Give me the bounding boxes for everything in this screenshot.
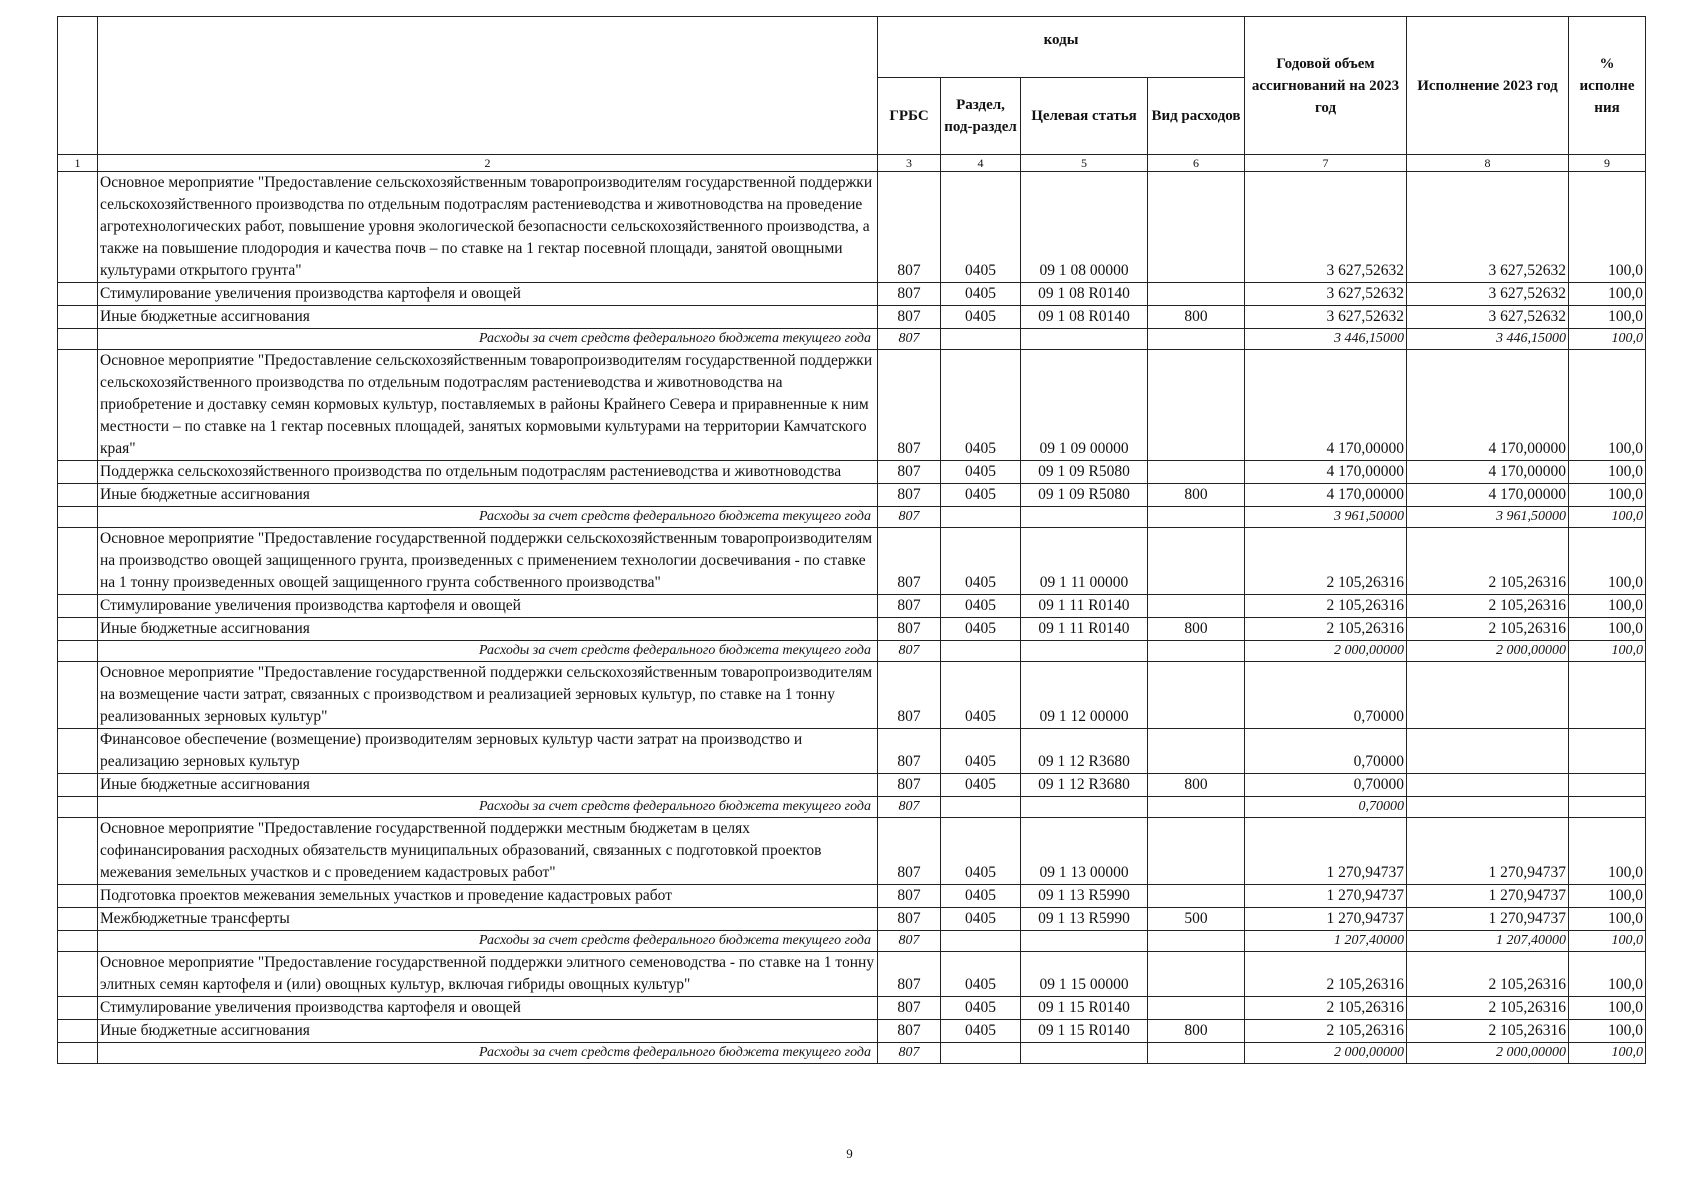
percent-value: 100,0	[1569, 952, 1646, 997]
grbs-code: 807	[878, 484, 941, 507]
column-number: 9	[1569, 155, 1646, 172]
expense-type-code	[1148, 797, 1245, 818]
target-article-code: 09 1 15 00000	[1021, 952, 1148, 997]
annual-allocation-value: 1 270,94737	[1245, 885, 1407, 908]
row-name: Расходы за счет средств федерального бюджета текущего года	[98, 1043, 878, 1064]
table-body	[58, 172, 1646, 1064]
expense-type-code	[1148, 1043, 1245, 1064]
execution-value: 1 207,40000	[1407, 931, 1569, 952]
grbs-code: 807	[878, 528, 941, 595]
razdel-code	[941, 797, 1021, 818]
execution-value	[1407, 774, 1569, 797]
grbs-code: 807	[878, 641, 941, 662]
annual-allocation-value: 3 627,52632	[1245, 172, 1407, 283]
target-article-code	[1021, 507, 1148, 528]
razdel-code: 0405	[941, 172, 1021, 283]
column-number: 7	[1245, 155, 1407, 172]
annual-allocation-value: 2 105,26316	[1245, 618, 1407, 641]
row-index-cell	[58, 641, 98, 662]
annual-allocation-value: 2 105,26316	[1245, 528, 1407, 595]
row-name: Стимулирование увеличения производства картофеля и овощей	[98, 283, 878, 306]
expense-type-code	[1148, 641, 1245, 662]
row-name: Расходы за счет средств федерального бюджета текущего года	[98, 931, 878, 952]
grbs-code: 807	[878, 172, 941, 283]
row-index-cell	[58, 818, 98, 885]
row-index-cell	[58, 1043, 98, 1064]
razdel-code: 0405	[941, 952, 1021, 997]
expense-type-code	[1148, 931, 1245, 952]
header-expense-type: Вид расходов	[1148, 78, 1245, 155]
grbs-code: 807	[878, 350, 941, 461]
expense-type-code	[1148, 283, 1245, 306]
column-number: 4	[941, 155, 1021, 172]
grbs-code: 807	[878, 885, 941, 908]
percent-value	[1569, 797, 1646, 818]
percent-value: 100,0	[1569, 818, 1646, 885]
percent-value	[1569, 774, 1646, 797]
percent-value: 100,0	[1569, 908, 1646, 931]
grbs-code: 807	[878, 1043, 941, 1064]
razdel-code: 0405	[941, 997, 1021, 1020]
header-empty-1	[58, 17, 98, 155]
annual-allocation-value: 2 000,00000	[1245, 1043, 1407, 1064]
annual-allocation-value: 2 105,26316	[1245, 595, 1407, 618]
federal-budget-row	[58, 507, 1646, 528]
row-index-cell	[58, 662, 98, 729]
razdel-code: 0405	[941, 595, 1021, 618]
header-codes: коды	[878, 17, 1245, 78]
row-index-cell	[58, 528, 98, 595]
row-name: Подготовка проектов межевания земельных участков и проведение кадастровых работ	[98, 885, 878, 908]
row-index-cell	[58, 306, 98, 329]
target-article-code: 09 1 08 R0140	[1021, 306, 1148, 329]
grbs-code: 807	[878, 329, 941, 350]
federal-budget-row	[58, 931, 1646, 952]
grbs-code: 807	[878, 797, 941, 818]
row-index-cell	[58, 797, 98, 818]
expense-type-code: 500	[1148, 908, 1245, 931]
row-name: Иные бюджетные ассигнования	[98, 1020, 878, 1043]
target-article-code: 09 1 08 00000	[1021, 172, 1148, 283]
row-index-cell	[58, 283, 98, 306]
row-index-cell	[58, 774, 98, 797]
row-name: Межбюджетные трансферты	[98, 908, 878, 931]
execution-value: 2 105,26316	[1407, 952, 1569, 997]
expense-type-code	[1148, 952, 1245, 997]
grbs-code: 807	[878, 283, 941, 306]
percent-value: 100,0	[1569, 885, 1646, 908]
table-row	[58, 774, 1646, 797]
execution-value: 4 170,00000	[1407, 484, 1569, 507]
table-row	[58, 595, 1646, 618]
grbs-code: 807	[878, 774, 941, 797]
execution-value: 2 105,26316	[1407, 618, 1569, 641]
percent-value: 100,0	[1569, 618, 1646, 641]
expense-type-code	[1148, 885, 1245, 908]
table-row	[58, 461, 1646, 484]
header-grbs: ГРБС	[878, 78, 941, 155]
percent-value	[1569, 662, 1646, 729]
razdel-code: 0405	[941, 484, 1021, 507]
execution-value: 3 961,50000	[1407, 507, 1569, 528]
target-article-code: 09 1 09 R5080	[1021, 484, 1148, 507]
execution-value: 3 627,52632	[1407, 306, 1569, 329]
execution-value: 3 627,52632	[1407, 283, 1569, 306]
column-number-row	[58, 155, 1646, 172]
row-name: Расходы за счет средств федерального бюджета текущего года	[98, 329, 878, 350]
expense-type-code	[1148, 997, 1245, 1020]
header-empty-2	[98, 17, 878, 155]
percent-value: 100,0	[1569, 350, 1646, 461]
execution-value: 3 627,52632	[1407, 172, 1569, 283]
header-razdel: Раздел, под-раздел	[941, 78, 1021, 155]
execution-value: 2 105,26316	[1407, 1020, 1569, 1043]
annual-allocation-value: 0,70000	[1245, 797, 1407, 818]
column-number: 2	[98, 155, 878, 172]
razdel-code: 0405	[941, 908, 1021, 931]
expense-type-code: 800	[1148, 774, 1245, 797]
row-name: Стимулирование увеличения производства картофеля и овощей	[98, 595, 878, 618]
table-header	[58, 17, 1646, 172]
table-row	[58, 729, 1646, 774]
annual-allocation-value: 0,70000	[1245, 729, 1407, 774]
row-index-cell	[58, 729, 98, 774]
expense-type-code	[1148, 595, 1245, 618]
table-row	[58, 618, 1646, 641]
target-article-code: 09 1 12 R3680	[1021, 729, 1148, 774]
row-name: Расходы за счет средств федерального бюджета текущего года	[98, 507, 878, 528]
row-index-cell	[58, 484, 98, 507]
target-article-code: 09 1 09 R5080	[1021, 461, 1148, 484]
razdel-code: 0405	[941, 461, 1021, 484]
razdel-code: 0405	[941, 818, 1021, 885]
execution-value: 2 105,26316	[1407, 997, 1569, 1020]
execution-value: 1 270,94737	[1407, 885, 1569, 908]
execution-value: 2 105,26316	[1407, 528, 1569, 595]
row-name: Иные бюджетные ассигнования	[98, 484, 878, 507]
razdel-code: 0405	[941, 528, 1021, 595]
execution-value: 2 000,00000	[1407, 641, 1569, 662]
table-row	[58, 306, 1646, 329]
expense-type-code	[1148, 662, 1245, 729]
grbs-code: 807	[878, 461, 941, 484]
federal-budget-row	[58, 329, 1646, 350]
annual-allocation-value: 3 627,52632	[1245, 306, 1407, 329]
expense-type-code: 800	[1148, 1020, 1245, 1043]
razdel-code	[941, 931, 1021, 952]
row-name: Стимулирование увеличения производства картофеля и овощей	[98, 997, 878, 1020]
grbs-code: 807	[878, 595, 941, 618]
row-name: Иные бюджетные ассигнования	[98, 306, 878, 329]
table-row	[58, 484, 1646, 507]
execution-value: 1 270,94737	[1407, 818, 1569, 885]
target-article-code: 09 1 08 R0140	[1021, 283, 1148, 306]
target-article-code: 09 1 13 R5990	[1021, 908, 1148, 931]
row-index-cell	[58, 350, 98, 461]
grbs-code: 807	[878, 931, 941, 952]
expense-type-code	[1148, 729, 1245, 774]
razdel-code: 0405	[941, 885, 1021, 908]
column-number: 8	[1407, 155, 1569, 172]
target-article-code: 09 1 09 00000	[1021, 350, 1148, 461]
header-percent: % исполне ния	[1569, 17, 1646, 155]
main-activity-row	[58, 662, 1646, 729]
target-article-code: 09 1 15 R0140	[1021, 1020, 1148, 1043]
annual-allocation-value: 4 170,00000	[1245, 484, 1407, 507]
expense-type-code	[1148, 350, 1245, 461]
razdel-code	[941, 1043, 1021, 1064]
percent-value: 100,0	[1569, 507, 1646, 528]
expense-type-code	[1148, 818, 1245, 885]
row-index-cell	[58, 997, 98, 1020]
main-activity-row	[58, 952, 1646, 997]
percent-value: 100,0	[1569, 484, 1646, 507]
column-number: 1	[58, 155, 98, 172]
row-index-cell	[58, 885, 98, 908]
percent-value: 100,0	[1569, 172, 1646, 283]
annual-allocation-value: 3 627,52632	[1245, 283, 1407, 306]
grbs-code: 807	[878, 818, 941, 885]
row-index-cell	[58, 908, 98, 931]
expense-type-code	[1148, 461, 1245, 484]
target-article-code: 09 1 11 R0140	[1021, 595, 1148, 618]
execution-value: 4 170,00000	[1407, 461, 1569, 484]
annual-allocation-value: 2 105,26316	[1245, 1020, 1407, 1043]
percent-value: 100,0	[1569, 1043, 1646, 1064]
annual-allocation-value: 0,70000	[1245, 662, 1407, 729]
target-article-code: 09 1 15 R0140	[1021, 997, 1148, 1020]
percent-value: 100,0	[1569, 329, 1646, 350]
row-name: Финансовое обеспечение (возмещение) производителям зерновых культур части затрат на производство и реализацию зерновых культур	[98, 729, 878, 774]
row-name: Расходы за счет средств федерального бюджета текущего года	[98, 797, 878, 818]
annual-allocation-value: 3 446,15000	[1245, 329, 1407, 350]
row-name: Основное мероприятие "Предоставление сельскохозяйственным товаропроизводителям государственной поддержки сельскохозяйственного производства по отдельным подотраслям растениеводства и животноводства на проведение агротехнологических работ, повышение уровня экологической безопасности сельскохозяйственного производства, а также на повышение плодородия и качества почв – по ставке на 1 гектар посевной площади, занятой овощными культурами открытого грунта"	[98, 172, 878, 283]
execution-value: 4 170,00000	[1407, 350, 1569, 461]
grbs-code: 807	[878, 952, 941, 997]
federal-budget-row	[58, 1043, 1646, 1064]
razdel-code: 0405	[941, 350, 1021, 461]
expense-type-code	[1148, 528, 1245, 595]
percent-value: 100,0	[1569, 306, 1646, 329]
razdel-code: 0405	[941, 662, 1021, 729]
grbs-code: 807	[878, 997, 941, 1020]
annual-allocation-value: 0,70000	[1245, 774, 1407, 797]
grbs-code: 807	[878, 618, 941, 641]
target-article-code: 09 1 12 00000	[1021, 662, 1148, 729]
grbs-code: 807	[878, 662, 941, 729]
row-name: Поддержка сельскохозяйственного производства по отдельным подотраслям растениеводства и животноводства	[98, 461, 878, 484]
row-name: Расходы за счет средств федерального бюджета текущего года	[98, 641, 878, 662]
row-index-cell	[58, 618, 98, 641]
expense-type-code: 800	[1148, 618, 1245, 641]
row-index-cell	[58, 595, 98, 618]
annual-allocation-value: 1 270,94737	[1245, 818, 1407, 885]
execution-value	[1407, 729, 1569, 774]
target-article-code: 09 1 12 R3680	[1021, 774, 1148, 797]
table-row	[58, 1020, 1646, 1043]
page-number: 9	[846, 1146, 853, 1161]
annual-allocation-value: 4 170,00000	[1245, 461, 1407, 484]
federal-budget-row	[58, 641, 1646, 662]
annual-allocation-value: 2 105,26316	[1245, 997, 1407, 1020]
expense-type-code	[1148, 507, 1245, 528]
execution-value: 1 270,94737	[1407, 908, 1569, 931]
execution-value: 2 105,26316	[1407, 595, 1569, 618]
row-index-cell	[58, 172, 98, 283]
main-activity-row	[58, 172, 1646, 283]
row-name: Основное мероприятие "Предоставление государственной поддержки сельскохозяйственным товаропроизводителям на возмещение части затрат, связанных с производством и реализацией зерновых культур, по ставке на 1 тонну реализованных зерновых культур"	[98, 662, 878, 729]
annual-allocation-value: 1 207,40000	[1245, 931, 1407, 952]
header-execution: Исполнение 2023 год	[1407, 17, 1569, 155]
grbs-code: 807	[878, 507, 941, 528]
grbs-code: 807	[878, 1020, 941, 1043]
razdel-code: 0405	[941, 729, 1021, 774]
execution-value: 3 446,15000	[1407, 329, 1569, 350]
execution-value	[1407, 662, 1569, 729]
grbs-code: 807	[878, 908, 941, 931]
table-row	[58, 908, 1646, 931]
main-activity-row	[58, 528, 1646, 595]
razdel-code: 0405	[941, 1020, 1021, 1043]
razdel-code: 0405	[941, 306, 1021, 329]
annual-allocation-value: 4 170,00000	[1245, 350, 1407, 461]
expense-type-code	[1148, 172, 1245, 283]
target-article-code	[1021, 329, 1148, 350]
razdel-code: 0405	[941, 283, 1021, 306]
header-target-article: Целевая статья	[1021, 78, 1148, 155]
column-number: 3	[878, 155, 941, 172]
main-activity-row	[58, 818, 1646, 885]
main-activity-row	[58, 350, 1646, 461]
percent-value: 100,0	[1569, 997, 1646, 1020]
razdel-code	[941, 641, 1021, 662]
percent-value: 100,0	[1569, 461, 1646, 484]
column-number: 5	[1021, 155, 1148, 172]
target-article-code: 09 1 11 R0140	[1021, 618, 1148, 641]
row-name: Основное мероприятие "Предоставление государственной поддержки сельскохозяйственным товаропроизводителям на производство овощей защищенного грунта, произведенных с применением технологии досвечивания - по ставке на 1 тонну произведенных овощей защищенного грунта собственного производства"	[98, 528, 878, 595]
annual-allocation-value: 2 105,26316	[1245, 952, 1407, 997]
annual-allocation-value: 3 961,50000	[1245, 507, 1407, 528]
row-name: Основное мероприятие "Предоставление сельскохозяйственным товаропроизводителям государственной поддержки сельскохозяйственного производства по отдельным подотраслям растениеводства и животноводства на приобретение и доставку семян кормовых культур, поставляемых в районы Крайнего Севера и приравненные к ним местности – по ставке на 1 гектар посевных площадей, занятых кормовыми культурами на территории Камчатского края"	[98, 350, 878, 461]
budget-execution-table	[57, 16, 1646, 1064]
header-annual-allocation: Годовой объем ассигнований на 2023 год	[1245, 17, 1407, 155]
row-index-cell	[58, 931, 98, 952]
row-index-cell	[58, 461, 98, 484]
execution-value: 2 000,00000	[1407, 1043, 1569, 1064]
percent-value	[1569, 729, 1646, 774]
table-row	[58, 997, 1646, 1020]
row-index-cell	[58, 1020, 98, 1043]
grbs-code: 807	[878, 729, 941, 774]
percent-value: 100,0	[1569, 595, 1646, 618]
column-number: 6	[1148, 155, 1245, 172]
row-index-cell	[58, 329, 98, 350]
target-article-code	[1021, 641, 1148, 662]
percent-value: 100,0	[1569, 1020, 1646, 1043]
table-row	[58, 283, 1646, 306]
execution-value	[1407, 797, 1569, 818]
expense-type-code	[1148, 329, 1245, 350]
row-name: Иные бюджетные ассигнования	[98, 774, 878, 797]
percent-value: 100,0	[1569, 528, 1646, 595]
grbs-code: 807	[878, 306, 941, 329]
row-index-cell	[58, 507, 98, 528]
expense-type-code: 800	[1148, 306, 1245, 329]
expense-type-code: 800	[1148, 484, 1245, 507]
target-article-code	[1021, 1043, 1148, 1064]
row-name: Основное мероприятие "Предоставление государственной поддержки элитного семеноводства - по ставке на 1 тонну элитных семян картофеля и (или) овощных культур, включая гибриды овощных культур"	[98, 952, 878, 997]
target-article-code: 09 1 13 R5990	[1021, 885, 1148, 908]
row-name: Иные бюджетные ассигнования	[98, 618, 878, 641]
target-article-code: 09 1 13 00000	[1021, 818, 1148, 885]
target-article-code	[1021, 797, 1148, 818]
target-article-code: 09 1 11 00000	[1021, 528, 1148, 595]
percent-value: 100,0	[1569, 931, 1646, 952]
row-name: Основное мероприятие "Предоставление государственной поддержки местным бюджетам в целях софинансирования расходных обязательств муниципальных образований, связанных с подготовкой проектов межевания земельных участков и с проведением кадастровых работ"	[98, 818, 878, 885]
razdel-code: 0405	[941, 618, 1021, 641]
target-article-code	[1021, 931, 1148, 952]
table-row	[58, 885, 1646, 908]
row-index-cell	[58, 952, 98, 997]
razdel-code	[941, 507, 1021, 528]
percent-value: 100,0	[1569, 283, 1646, 306]
annual-allocation-value: 1 270,94737	[1245, 908, 1407, 931]
razdel-code	[941, 329, 1021, 350]
federal-budget-row	[58, 797, 1646, 818]
percent-value: 100,0	[1569, 641, 1646, 662]
annual-allocation-value: 2 000,00000	[1245, 641, 1407, 662]
razdel-code: 0405	[941, 774, 1021, 797]
